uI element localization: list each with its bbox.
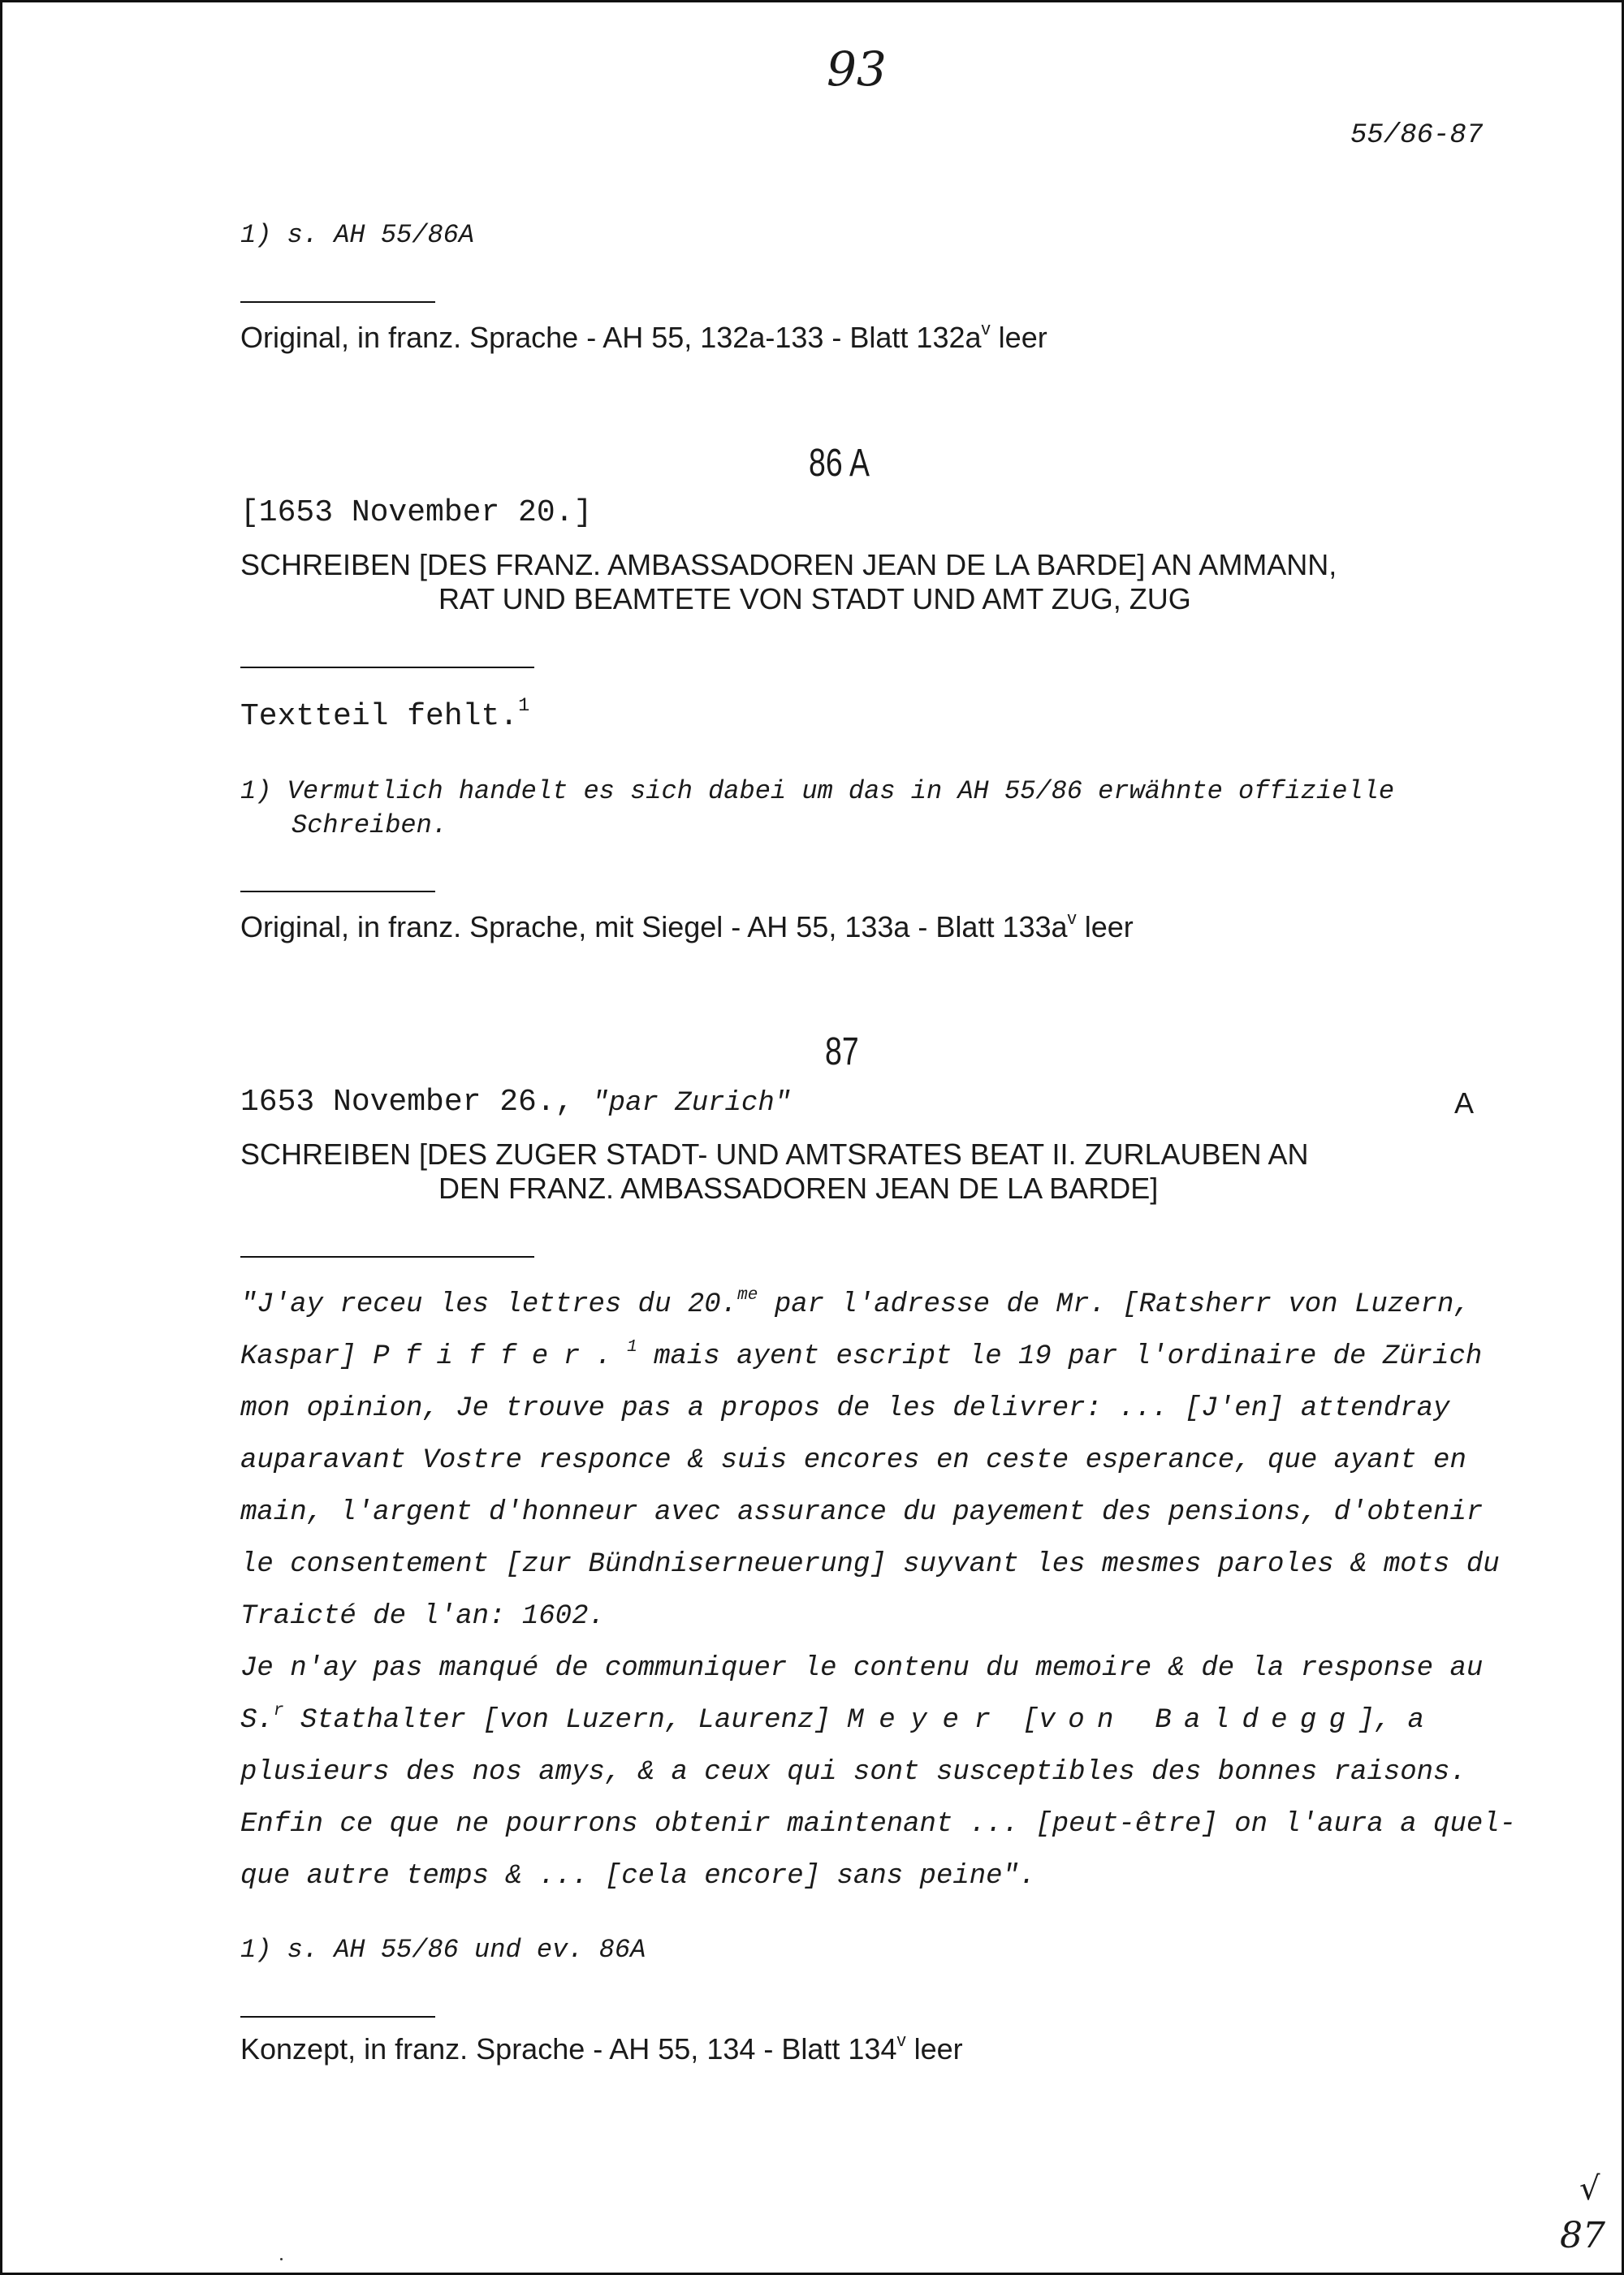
previous-source-line	[240, 317, 1047, 355]
previous-source-text: Original, in franz. Sprache - AH 55, 132a-133 - Blatt 132a	[240, 321, 982, 354]
quote-line: mon opinion, Je trouve pas a propos de les delivrer: ... [J'en] attendray	[240, 1393, 1450, 1424]
superscript: r	[273, 1700, 284, 1720]
title-divider	[240, 667, 534, 668]
doc-87-date	[240, 1085, 791, 1120]
handwritten-check-mark: √	[1579, 2170, 1600, 2208]
doc-86a-source-text: Original, in franz. Sprache, mit Siegel - AH 55, 133a - Blatt 133a	[240, 910, 1068, 943]
footnote-divider	[240, 301, 435, 303]
quote-text: ], a	[1358, 1705, 1424, 1736]
quote-line: Enfin ce que ne pourrons obtenir maintenant ... [peut-être] on l'aura a quel-	[240, 1809, 1517, 1840]
title-divider	[240, 1256, 534, 1258]
quote-text: Stathalter [von Luzern, Laurenz]	[283, 1705, 848, 1736]
quote-text: Kaspar]	[240, 1341, 374, 1372]
document-reference: 55/86-87	[1350, 120, 1484, 151]
doc-87-title-line2: DEN FRANZ. AMBASSADOREN JEAN DE LA BARDE]	[438, 1172, 1159, 1205]
doc-86a-date: [1653 November 20.]	[240, 495, 593, 530]
doc-86a-number: 86 A	[809, 442, 870, 485]
quote-line	[240, 1700, 1424, 1736]
spaced-name: von Baldegg	[1039, 1705, 1358, 1736]
doc-86a-footnote-line1: 1) Vermutlich handelt es sich dabei um das in AH 55/86 erwähnte offizielle	[240, 776, 1395, 806]
doc-87-date-text: 1653 November 26.,	[240, 1085, 593, 1120]
doc-86a-footnote-line2: Schreiben.	[292, 810, 448, 840]
footnote-divider	[240, 891, 435, 892]
superscript: me	[737, 1284, 758, 1305]
previous-source-end: leer	[990, 321, 1047, 354]
quote-line	[240, 1284, 1471, 1320]
handwritten-corner-number: 87	[1560, 2215, 1605, 2256]
doc-86a-text	[240, 694, 530, 734]
previous-footnote: 1) s. AH 55/86A	[240, 220, 475, 250]
doc-86a-text-main: Textteil fehlt.	[240, 699, 519, 734]
quote-text: "J'ay receu les lettres du 20.	[240, 1289, 738, 1320]
doc-86a-title-line2: RAT UND BEAMTETE VON STADT UND AMT ZUG, ZUG	[438, 582, 1191, 615]
quote-text: mais ayent escript le 19 par l'ordinaire de Zürich	[637, 1341, 1483, 1372]
doc-86a-source-line	[240, 907, 1134, 944]
footnote-ref: 1	[518, 694, 530, 717]
quote-text: par l'adresse de Mr. [Ratsherr von Luzern,	[758, 1289, 1471, 1320]
doc-87-source-line	[240, 2029, 963, 2066]
quote-line: Je n'ay pas manqué de communiquer le contenu du memoire & de la response au	[240, 1653, 1484, 1684]
doc-87-footnote: 1) s. AH 55/86 und ev. 86A	[240, 1935, 646, 1965]
quote-text: [	[1005, 1705, 1039, 1736]
verso-mark: v	[896, 2029, 906, 2050]
doc-86a-source-end: leer	[1076, 910, 1134, 943]
handwritten-page-number: 93	[827, 41, 887, 97]
doc-87-title-line1: SCHREIBEN [DES ZUGER STADT- UND AMTSRATES BEAT II. ZURLAUBEN AN	[240, 1138, 1309, 1171]
doc-87-number: 87	[825, 1030, 859, 1073]
spaced-name: Pfiffer.	[373, 1341, 628, 1372]
verso-mark: v	[981, 317, 991, 339]
quote-line: le consentement [zur Bündniserneuerung] suyvant les mesmes paroles & mots du	[240, 1549, 1500, 1580]
verso-mark: v	[1067, 907, 1077, 928]
quote-line: auparavant Vostre responce & suis encores en ceste esperance, que ayant en	[240, 1445, 1466, 1476]
doc-87-source-text: Konzept, in franz. Sprache - AH 55, 134 - Blatt 134	[240, 2032, 897, 2066]
doc-87-source-end: leer	[905, 2032, 963, 2066]
quote-line: main, l'argent d'honneur avec assurance du payement des pensions, d'obtenir	[240, 1497, 1484, 1528]
doc-87-marker: A	[1454, 1086, 1475, 1120]
quote-line: plusieurs des nos amys, & a ceux qui sont susceptibles des bonnes raisons.	[240, 1757, 1466, 1788]
scan-speck	[280, 2258, 283, 2260]
doc-87-date-place: "par Zurich"	[592, 1088, 792, 1119]
footnote-divider	[240, 2016, 435, 2018]
footnote-ref: 1	[627, 1336, 637, 1357]
quote-line	[240, 1336, 1483, 1372]
doc-86a-title-line1: SCHREIBEN [DES FRANZ. AMBASSADOREN JEAN DE LA BARDE] AN AMMANN,	[240, 548, 1337, 581]
spaced-name: Meyer	[847, 1705, 1006, 1736]
quote-line: Traicté de l'an: 1602.	[240, 1601, 605, 1632]
quote-text: S.	[240, 1705, 274, 1736]
quote-line: que autre temps & ... [cela encore] sans peine".	[240, 1861, 1036, 1892]
